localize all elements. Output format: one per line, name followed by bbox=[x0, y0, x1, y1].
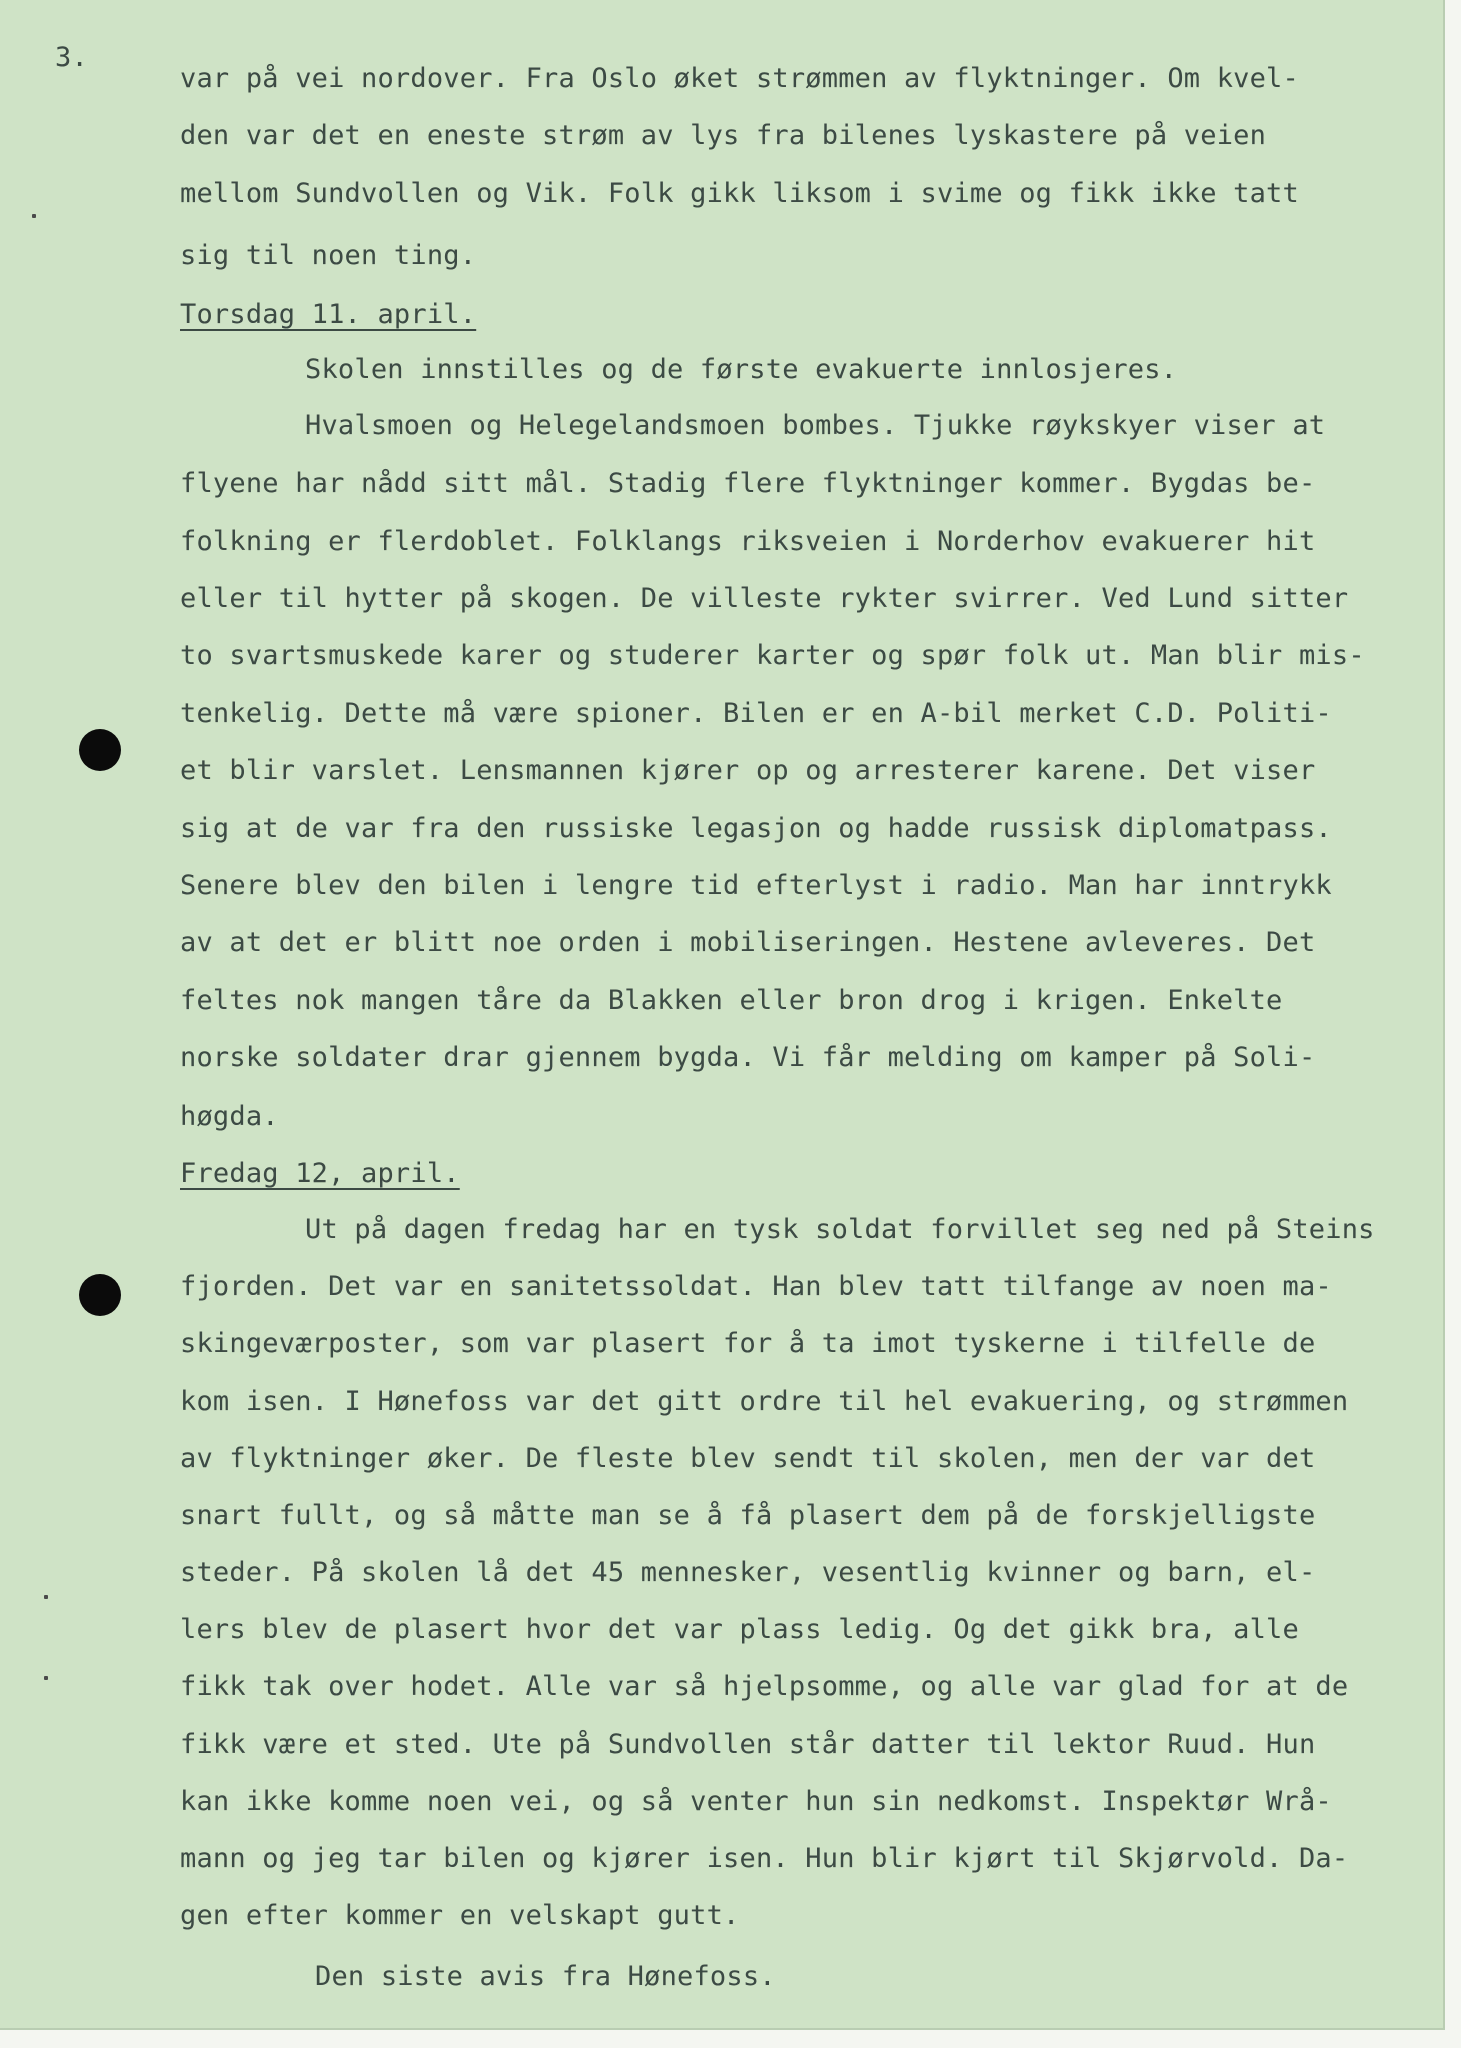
text-line: mellom Sundvollen og Vik. Folk gikk liksom i svime og fikk ikke tatt bbox=[180, 178, 1299, 209]
text-line: Senere blev den bilen i lengre tid efterlyst i radio. Man har inntrykk bbox=[180, 870, 1332, 901]
text-line: Skolen innstilles og de første evakuerte innlosjeres. bbox=[305, 354, 1178, 385]
text-line: den var det en eneste strøm av lys fra bilenes lyskastere på veien bbox=[180, 120, 1267, 151]
text-line: kan ikke komme noen vei, og så venter hun sin nedkomst. Inspektør Wrå- bbox=[180, 1786, 1332, 1817]
margin-mark bbox=[44, 1595, 48, 1599]
text-line: av flyktninger øker. De fleste blev sendt til skolen, men der var det bbox=[180, 1443, 1316, 1474]
text-line: sig til noen ting. bbox=[180, 240, 477, 271]
text-line: et blir varslet. Lensmannen kjører op og arresterer karene. Det viser bbox=[180, 755, 1316, 786]
text-line: steder. På skolen lå det 45 mennesker, vesentlig kvinner og barn, el- bbox=[180, 1557, 1316, 1588]
text-line: sig at de var fra den russiske legasjon og hadde russisk diplomatpass. bbox=[180, 813, 1332, 844]
text-line: fikk tak over hodet. Alle var så hjelpsomme, og alle var glad for at de bbox=[180, 1671, 1349, 1702]
text-line: tenkelig. Dette må være spioner. Bilen er en A-bil merket C.D. Politi- bbox=[180, 698, 1332, 729]
text-line: gen efter kommer en velskapt gutt. bbox=[180, 1900, 740, 1931]
text-line: Den siste avis fra Hønefoss. bbox=[315, 1961, 776, 1992]
punch-hole bbox=[79, 729, 121, 771]
margin-mark bbox=[44, 1676, 48, 1680]
date-heading: Torsdag 11. april. bbox=[180, 299, 477, 330]
text-line: høgda. bbox=[180, 1101, 279, 1132]
text-line: lers blev de plasert hvor det var plass ledig. Og det gikk bra, alle bbox=[180, 1614, 1299, 1645]
text-line: Ut på dagen fredag har en tysk soldat forvillet seg ned på Steins bbox=[305, 1214, 1375, 1245]
text-line: kom isen. I Hønefoss var det gitt ordre til hel evakuering, og strømmen bbox=[180, 1386, 1349, 1417]
text-line: snart fullt, og så måtte man se å få plasert dem på de forskjelligste bbox=[180, 1500, 1316, 1531]
punch-hole bbox=[79, 1274, 121, 1316]
text-line: flyene har nådd sitt mål. Stadig flere flyktninger kommer. Bygdas be- bbox=[180, 468, 1316, 499]
date-heading: Fredag 12, april. bbox=[180, 1158, 460, 1189]
text-line: fjorden. Det var en sanitetssoldat. Han blev tatt tilfange av noen ma- bbox=[180, 1271, 1332, 1302]
text-line: feltes nok mangen tåre da Blakken eller bron drog i krigen. Enkelte bbox=[180, 985, 1283, 1016]
page-number: 3. bbox=[55, 42, 88, 73]
text-line: fikk være et sted. Ute på Sundvollen står datter til lektor Ruud. Hun bbox=[180, 1729, 1316, 1760]
text-line: norske soldater drar gjennem bygda. Vi får melding om kamper på Soli- bbox=[180, 1042, 1316, 1073]
text-line: eller til hytter på skogen. De villeste rykter svirrer. Ved Lund sitter bbox=[180, 583, 1349, 614]
text-line: skingeværposter, som var plasert for å ta imot tyskerne i tilfelle de bbox=[180, 1328, 1316, 1359]
text-line: folkning er flerdoblet. Folklangs riksveien i Norderhov evakuerer hit bbox=[180, 526, 1316, 557]
text-line: av at det er blitt noe orden i mobiliseringen. Hestene avleveres. Det bbox=[180, 927, 1316, 958]
text-line: to svartsmuskede karer og studerer karter og spør folk ut. Man blir mis- bbox=[180, 640, 1365, 671]
text-line: Hvalsmoen og Helegelandsmoen bombes. Tjukke røykskyer viser at bbox=[305, 410, 1326, 441]
text-line: var på vei nordover. Fra Oslo øket strømmen av flyktninger. Om kvel- bbox=[180, 63, 1299, 94]
text-line: mann og jeg tar bilen og kjører isen. Hun blir kjørt til Skjørvold. Da- bbox=[180, 1843, 1349, 1874]
margin-mark bbox=[32, 214, 36, 218]
